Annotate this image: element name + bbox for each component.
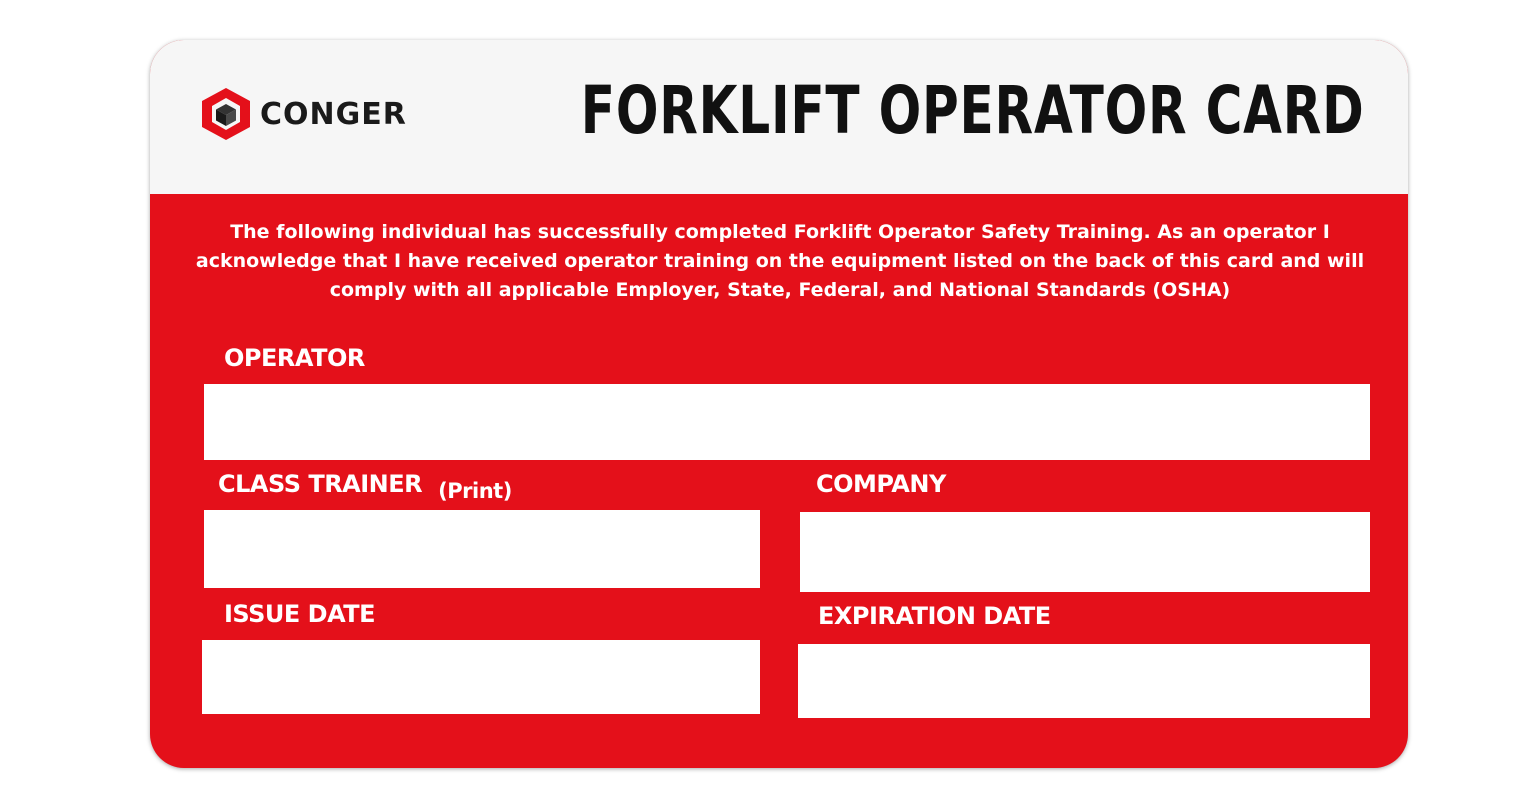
card-header [150,40,1408,194]
expiration-date-field[interactable] [798,644,1370,718]
class-trainer-field[interactable] [204,510,760,588]
cube-logo-icon [200,86,252,142]
operator-label: OPERATOR [224,344,365,372]
brand-name: CONGER [260,96,407,132]
brand-logo [200,86,407,142]
forklift-operator-card [150,40,1408,768]
issue-date-field[interactable] [202,640,760,714]
expiration-date-label: EXPIRATION DATE [818,602,1051,630]
class-trainer-label [218,470,512,503]
print-hint: (Print) [438,479,512,503]
issue-date-label: ISSUE DATE [224,600,376,628]
company-field[interactable] [800,512,1370,592]
class-trainer-label-text: CLASS TRAINER [218,470,423,498]
company-label: COMPANY [816,470,946,498]
card-title: FORKLIFT OPERATOR CARD [580,72,1365,149]
operator-field[interactable] [204,384,1370,460]
training-statement: The following individual has successfully completed Forklift Operator Safety Training. As an operator I acknowledge that I have received operator training on the equipment listed on the back of this card and will comply with all applicable Employer, State, Federal, and National Standards (OSHA) [195,221,1365,301]
